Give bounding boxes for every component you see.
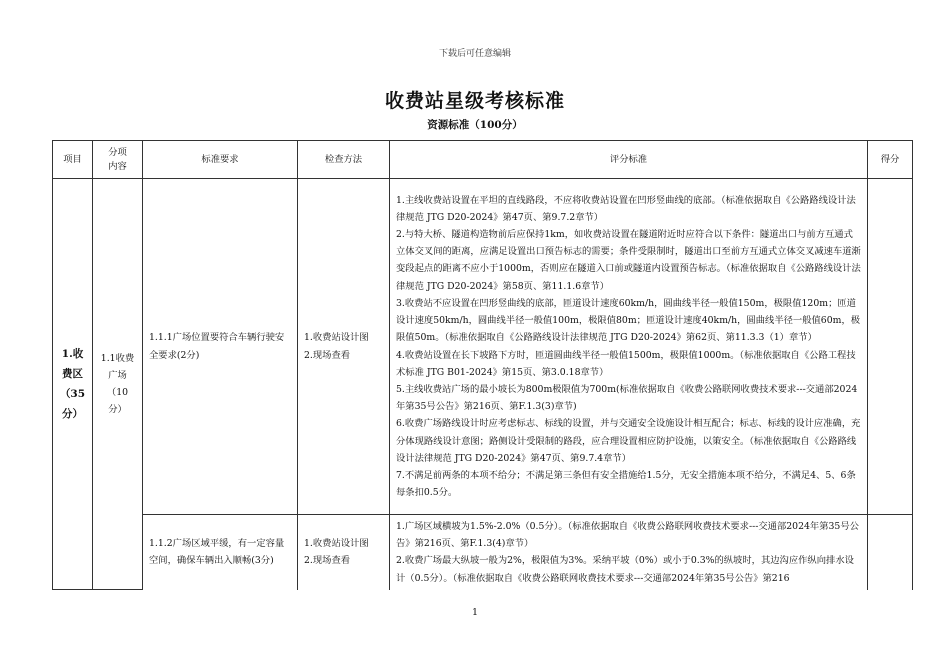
page-subtitle: 资源标准（100分） <box>427 119 523 131</box>
criteria-item: 7.不满足前两条的本项不给分；不满足第三条但有安全措施给1.5分，无安全措施本项不给分，不满足4、5、6条每条扣0.5分。 <box>396 469 856 499</box>
page-title: 收费站星级考核标准 <box>384 90 565 112</box>
criteria-item: 1.广场区域横坡为1.5%-2.0%（0.5分）。（标准依据取自《收费公路联网收费技术要求---交通部2024年第35号公告》第216页、第F.1.3(4)章节） <box>396 521 859 550</box>
criteria-item: 2.收费广场最大纵坡一般为2%，极限值为3%。采纳平坡（0%）或小于0.3%的纵坡时，其边沟应作纵向排水设计（0.5分）。（标准依据取自《收费公路联网收费技术要求---交通部2024年第35号公告》第216 <box>396 555 854 584</box>
criteria-item: 5.主线收费站广场的最小坡长为800m极限值为700m(标准依据取自《收费公路联网收费技术要求---交通部2024年第35号公告》第216页、第F.1.3(3)章节) <box>396 383 858 413</box>
header-method: 检查方法 <box>298 141 390 179</box>
method-cell: 1.收费站设计图 2.现场查看 <box>298 179 390 515</box>
sub-item-cell: 1.1收费 广场 （10 分） <box>93 179 143 590</box>
criteria-cell <box>390 179 868 515</box>
requirement-cell: 1.1.2广场区域平缓，有一定容量空间，确保车辆出入顺畅(3分) <box>143 515 298 590</box>
page-number: 1 <box>471 607 479 618</box>
header-note: 下载后可任意编辑 <box>438 49 511 59</box>
score-cell <box>868 515 913 590</box>
method-cell: 1.收费站设计图 2.现场查看 <box>298 515 390 590</box>
table-row <box>53 515 913 590</box>
criteria-item: 4.收费站设置在长下坡路下方时，匝道圆曲线半径一般值1500m，极限值1000m。（标准依据取自《公路工程技术标准 JTG B01-2024》第15页、第3.0.18章节） <box>396 349 856 378</box>
score-cell <box>868 179 913 515</box>
header-item: 项目 <box>53 141 93 179</box>
header-score: 得分 <box>868 141 913 179</box>
criteria-item: 6.收费广场路线设计时应考虑标志、标线的设置，并与交通安全设施设计相互配合；标志、标线的设计应准确，充分体现路线设计意图；路侧设计受限制的路段，应合理设置相应防护设施，以策安全。（标准依据取自《公路路线设计法律规范 JTG D20-2024》第47页、第9.7.4章节） <box>396 418 861 464</box>
table-header-row <box>53 141 913 179</box>
standards-table <box>52 140 913 590</box>
requirement-cell: 1.1.1广场位置要符合车辆行驶安全要求(2分) <box>143 179 298 515</box>
header-sub-item: 分项 内容 <box>93 141 143 179</box>
criteria-item: 1.主线收费站设置在平坦的直线路段，不应将收费站设置在凹形竖曲线的底部。（标准依据取自《公路路线设计法律规范 JTG D20-2024》第47页、第9.7.2章节） <box>396 194 856 223</box>
criteria-item: 2.与特大桥、隧道构造物前后应保持1km，如收费站设置在隧道附近时应符合以下条件：隧道出口与前方互通式立体交叉间的距离，应满足设置出口预告标志的需要；条件受限制时，隧道出口至前方互通式立体交叉减速车道渐变段起点的距离不应小于1000m，否则应在隧道入口前或隧道内设置预告标志。（标准依据取自《公路路线设计法律规范 JTG D20-2024》第58页、第11.1.6章节） <box>396 229 861 292</box>
criteria-item: 3.收费站不应设置在凹形竖曲线的底部，匝道设计速度60km/h，圆曲线半径一般值150m，极限值120m；匝道设计速度50km/h，圆曲线半径一般值100m，极限值80m；匝道设计速度40km/h，圆曲线半径一般值60m，极限值50m。（标准依据取自《公路路线设计法律规范 JTG D20-2024》第62页、第11.3.3（1）章节） <box>396 297 861 344</box>
criteria-cell <box>390 515 868 590</box>
table-row <box>53 179 913 515</box>
header-requirement: 标准要求 <box>143 141 298 179</box>
header-criteria: 评分标准 <box>390 141 868 179</box>
item-cell: 1.收 费区 （35 分） <box>53 179 93 590</box>
